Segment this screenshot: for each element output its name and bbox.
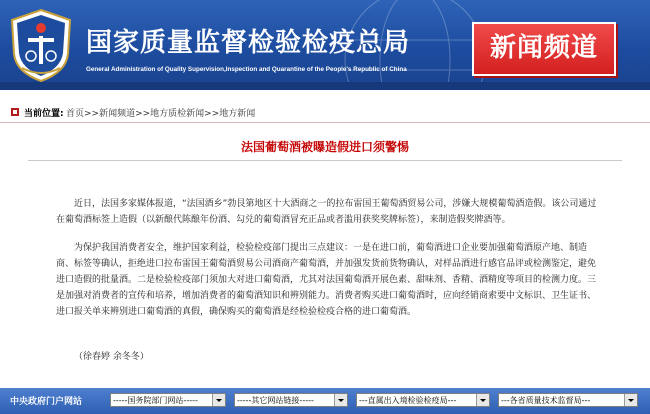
chevron-down-icon <box>476 394 489 406</box>
banner-stripe <box>0 82 650 90</box>
ciq-bureaus-value: ---直属出入境检验检疫局--- <box>359 396 457 405</box>
chevron-down-icon <box>212 394 225 406</box>
other-links-select[interactable] <box>234 393 348 407</box>
breadcrumb-label: 当前位置: <box>24 109 64 119</box>
site-title: 国家质量监督检验检疫总局 <box>86 28 411 58</box>
article-author: （徐春婷 余冬冬） <box>74 352 149 362</box>
site-title-english: General Administration of Quality Supervision,Inspection and Quarantine of the People's Republic of China <box>86 66 407 73</box>
news-channel-badge <box>472 22 616 76</box>
ciq-bureaus-select[interactable] <box>356 393 490 407</box>
site-banner <box>0 0 650 90</box>
aqsiq-emblem-icon <box>6 6 76 84</box>
location-bullet-icon <box>10 107 20 117</box>
state-council-sites-value: -----国务院部门网站----- <box>113 396 198 405</box>
gov-portal-link[interactable]: 中央政府门户网站 <box>10 397 83 407</box>
title-divider <box>28 160 622 161</box>
breadcrumb-path[interactable]: 首页>>新闻频道>>地方质检新闻>>地方新闻 <box>66 109 256 119</box>
provincial-bureaus-value: ---各省质量技术监督局--- <box>501 396 591 405</box>
state-council-sites-select[interactable] <box>110 393 226 407</box>
article-paragraph-2: 为保护我国消费者安全，维护国家利益，检验检疫部门提出三点建议：一是在进口前，葡萄酒进口企业要加强葡萄酒原产地、制造商、标签等确认，拒绝进口拉布雷国王葡萄酒贸易公司酒商产葡萄酒，并加强发货前货物确认，对样品酒进行感官品评或检测鉴定，避免进口造假的批量酒。二是检验检疫部门须加大对进口葡萄酒，尤其对法国葡萄酒开展色素、甜味剂、香精、酒精度等项目的检测力度。三是加强对消费者的宣传和培养，增加消费者的葡萄酒知识和辨别能力。消费者购买进口葡萄酒时，应向经销商索要中文标识、卫生证书、进口报关单来辨别进口葡萄酒的真假，确保购买的葡萄酒是经检验检疫合格的进口葡萄酒。 <box>56 243 597 317</box>
provincial-bureaus-select[interactable] <box>498 393 638 407</box>
breadcrumb <box>0 104 650 123</box>
chevron-down-icon <box>624 394 637 406</box>
footer-links-bar <box>0 388 650 414</box>
article-title: 法国葡萄酒被曝造假进口须警惕 <box>240 140 409 154</box>
news-channel-label: 新闻频道 <box>489 33 598 63</box>
chevron-down-icon <box>334 394 347 406</box>
article-paragraph-1: 近日，法国多家媒体报道，“法国酒乡”勃艮第地区十大酒商之一的拉布雷国王葡萄酒贸易公司，涉嫌大规模葡萄酒造假。该公司通过在葡萄酒标签上造假（以新酿代陈酿年份酒、勾兑的葡萄酒冒充正品或者滥用获奖奖牌标签），来制造假奖牌酒等。 <box>56 199 597 225</box>
other-links-value: -----其它网站链接----- <box>237 396 314 405</box>
